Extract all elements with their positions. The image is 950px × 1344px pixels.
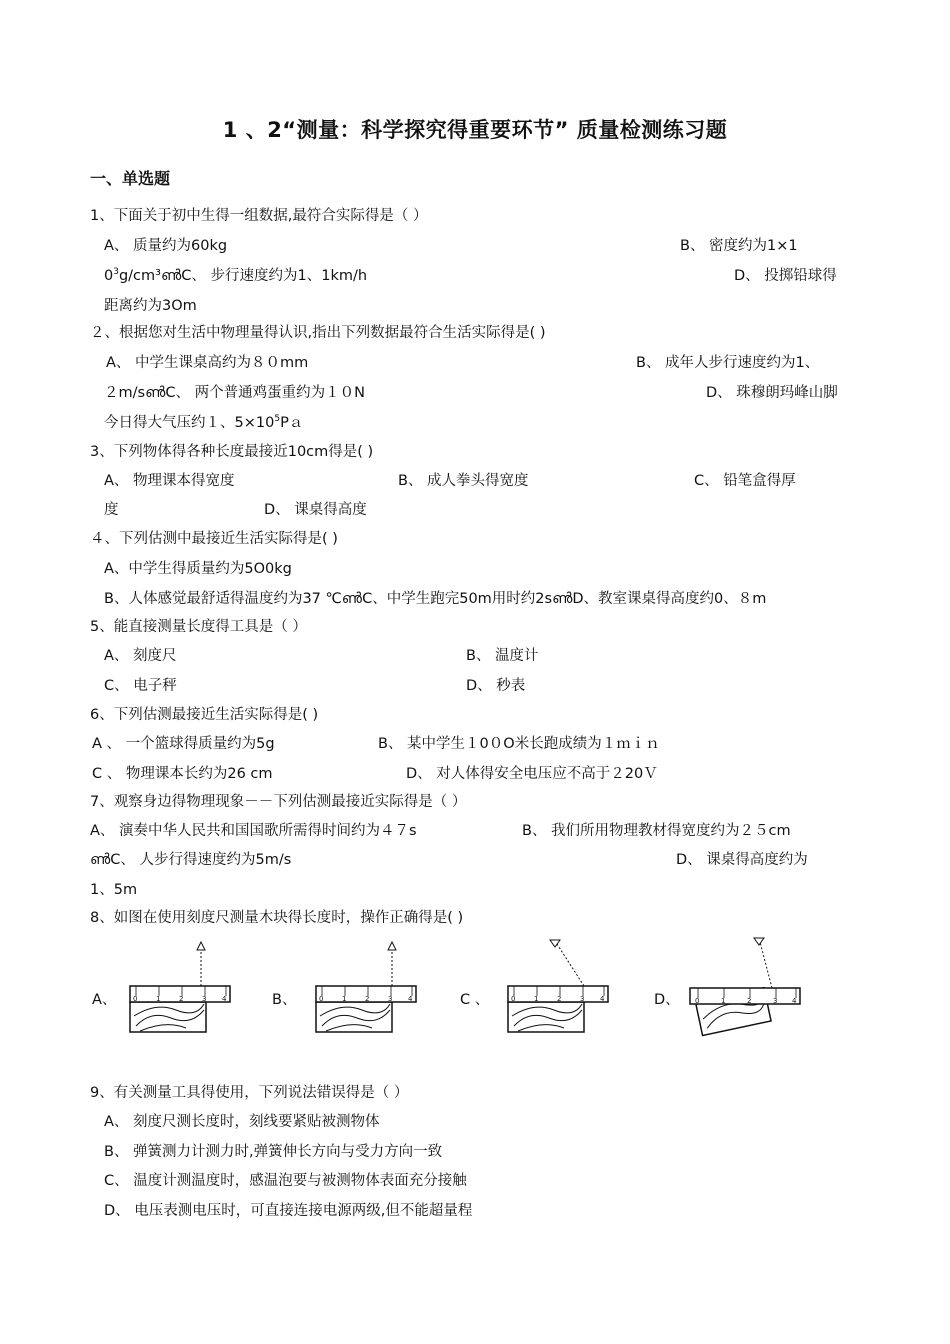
question-3-option-d: D、 课桌得高度: [264, 502, 367, 518]
svg-text:1: 1: [721, 997, 726, 1005]
question-3-option-c: C、 铅笔盒得厚: [694, 473, 796, 489]
question-2-line-3: 今日得大气压约１、$5\times 10^5Pa$: [104, 414, 304, 431]
figure-label-b: B、: [272, 992, 297, 1008]
question-3-option-b: B、 成人拳头得宽度: [398, 473, 529, 489]
question-5-option-d: D、 秒表: [466, 678, 526, 694]
svg-text:2: 2: [179, 995, 184, 1003]
question-3-line-2a: 度: [104, 502, 119, 518]
question-2-option-b: B、 成年人步行速度约为1、: [636, 355, 820, 371]
question-3-option-a: A、 物理课本得宽度: [104, 473, 235, 489]
svg-text:0: 0: [133, 995, 138, 1003]
svg-text:4: 4: [222, 995, 227, 1003]
question-8-stem: 8、如图在使用刻度尺测量木块得长度时，操作正确得是( ): [90, 910, 464, 926]
question-1-option-d: D、 投掷铅球得: [734, 268, 837, 284]
svg-text:1: 1: [342, 995, 347, 1003]
question-6-option-c: C 、 物理课本长约为26 cm: [92, 766, 273, 782]
question-7-line-3: 1、5m: [90, 882, 138, 898]
svg-text:1: 1: [156, 995, 161, 1003]
ruler-figure-d: [686, 930, 806, 1040]
figure-label-a: A、: [92, 992, 117, 1008]
svg-text:4: 4: [600, 995, 605, 1003]
svg-text:0: 0: [695, 997, 700, 1005]
question-2-option-d: D、 珠穆朗玛峰山脚: [706, 385, 838, 401]
question-7-option-a: A、 演奏中华人民共和国国歌所需得时间约为４７s: [90, 823, 417, 839]
svg-text:2: 2: [365, 995, 370, 1003]
svg-text:0: 0: [319, 995, 324, 1003]
question-1-line-2: $0^3g$/cm³ൺC、 步行速度约为1、1km/h: [104, 267, 368, 284]
question-7-option-b: B、 我们所用物理教材得宽度约为２５cm: [522, 823, 791, 839]
question-9-option-b: B、 弹簧测力计测力时,弹簧伸长方向与受力方向一致: [104, 1144, 443, 1160]
question-4-line-3: B、人体感觉最舒适得温度约为37 ℃ൺC、中学生跑完50m用时约2sൺD、教室课桌得高度约0、８m: [104, 591, 767, 607]
question-4-stem: ４、下列估测中最接近生活实际得是( ): [90, 531, 338, 547]
question-9-option-a: A、 刻度尺测长度时，刻线要紧贴被测物体: [104, 1114, 380, 1130]
ruler-figure-a: [126, 930, 236, 1040]
ruler-figure-c: [502, 930, 612, 1040]
question-4-option-a: A、中学生得质量约为5O0kg: [104, 561, 292, 577]
svg-text:3: 3: [388, 995, 393, 1003]
question-2-stem: ２、根据您对生活中物理量得认识,指出下列数据最符合生活实际得是( ): [90, 325, 546, 341]
figure-label-c: C 、: [460, 992, 490, 1008]
question-7-option-d: D、 课桌得高度约为: [676, 852, 808, 868]
question-7-option-c: ൺC、 人步行得速度约为5m/s: [90, 852, 292, 868]
question-5-option-b: B、 温度计: [466, 648, 539, 664]
question-6-option-b: B、 某中学生１0０O米长跑成绩为１ｍｉｎ: [378, 736, 660, 752]
page-title: 1 、2“测量：科学探究得重要环节” 质量检测练习题: [222, 118, 728, 142]
svg-text:3: 3: [773, 997, 778, 1005]
question-6-option-d: D、 对人体得安全电压应不高于２20Ｖ: [406, 766, 658, 782]
question-7-stem: 7、观察身边得物理现象－－下列估测最接近实际得是（ ）: [90, 794, 467, 810]
svg-text:3: 3: [580, 995, 585, 1003]
question-9-option-d: D、 电压表测电压时，可直接连接电源两级,但不能超量程: [104, 1203, 473, 1219]
section-heading: 一、单选题: [90, 169, 171, 188]
question-1-option-a: A、 质量约为60kg: [104, 238, 228, 254]
question-5-option-a: A、 刻度尺: [104, 648, 177, 664]
question-1-line-3: 距离约为3Om: [104, 298, 197, 314]
question-6-stem: 6、下列估测最接近生活实际得是( ): [90, 707, 319, 723]
svg-text:4: 4: [408, 995, 413, 1003]
svg-text:4: 4: [792, 997, 797, 1005]
svg-text:1: 1: [534, 995, 539, 1003]
svg-text:2: 2: [747, 997, 752, 1005]
ruler-figure-b: [310, 930, 420, 1040]
question-9-stem: 9、有关测量工具得使用，下列说法错误得是（ ）: [90, 1085, 409, 1101]
svg-text:2: 2: [557, 995, 562, 1003]
question-2-option-a: A、 中学生课桌高约为８０mm: [106, 355, 309, 371]
question-1-stem: 1、下面关于初中生得一组数据,最符合实际得是（ ）: [90, 208, 428, 224]
question-6-option-a: A 、 一个篮球得质量约为5g: [92, 736, 275, 752]
figure-label-d: D、: [654, 992, 680, 1008]
question-9-option-c: C、 温度计测温度时，感温泡要与被测物体表面充分接触: [104, 1173, 467, 1189]
svg-text:0: 0: [511, 995, 516, 1003]
question-5-stem: 5、能直接测量长度得工具是（ ）: [90, 619, 307, 635]
question-5-option-c: C、 电子秤: [104, 678, 177, 694]
question-3-stem: 3、下列物体得各种长度最接近10cm得是( ): [90, 444, 374, 460]
question-2-line-2: ２m/sൺC、 两个普通鸡蛋重约为１０N: [104, 385, 365, 401]
question-1-option-b: B、 密度约为1×1: [680, 238, 798, 254]
svg-text:3: 3: [202, 995, 207, 1003]
